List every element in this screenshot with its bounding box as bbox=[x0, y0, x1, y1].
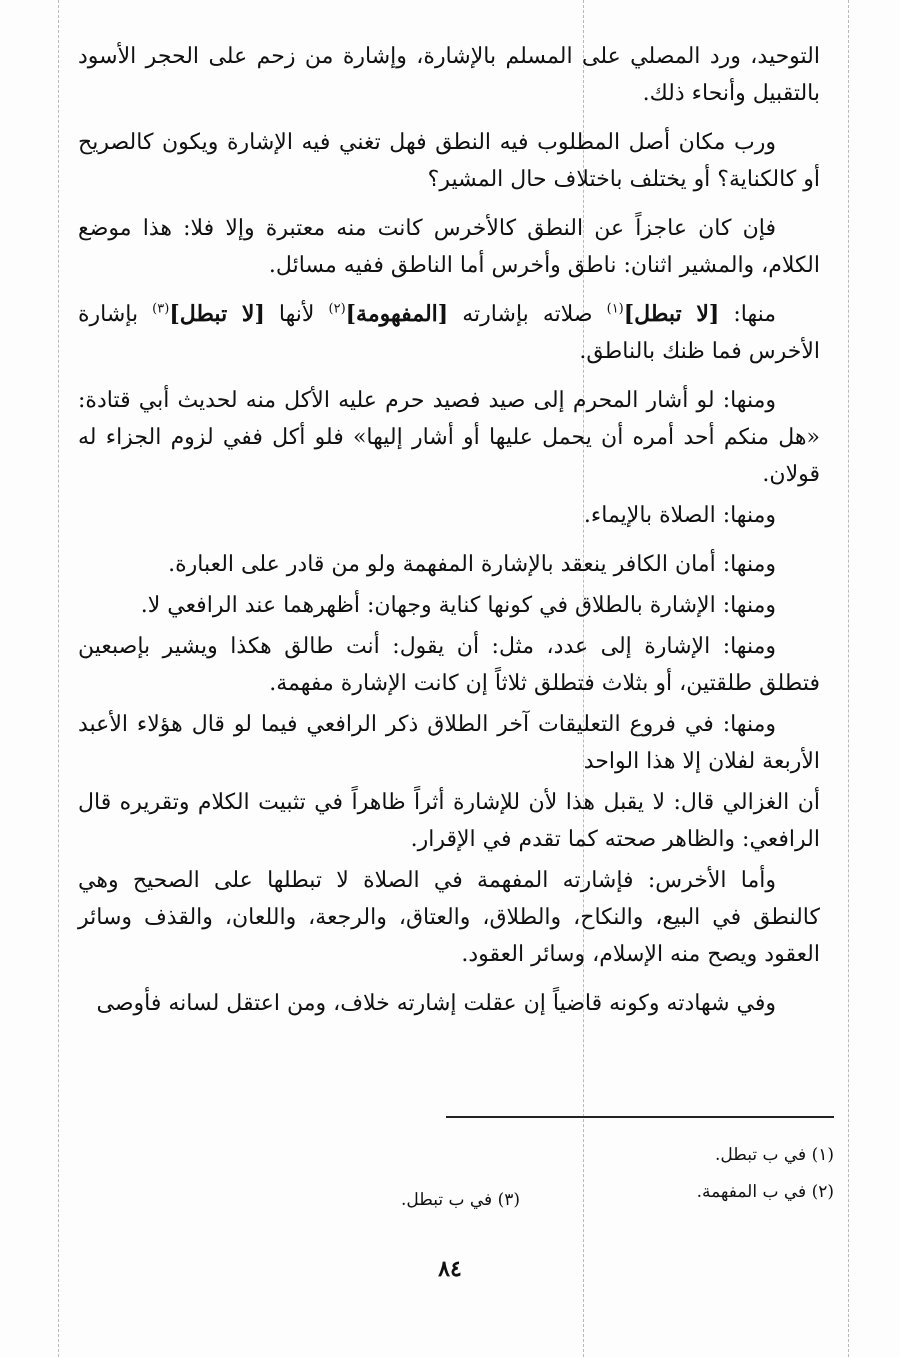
right-guide-line bbox=[848, 0, 849, 1357]
paragraph-1: التوحيد، ورد المصلي على المسلم بالإشارة، وإشارة من زحم على الحجر الأسود بالتقبيل وأنحاء ذلك. bbox=[78, 44, 820, 106]
footnote-1: (١) في ب تبطل. bbox=[714, 1145, 834, 1165]
text-fragment: لأنها bbox=[264, 302, 329, 327]
footnote-3: (٣) في ب تبطل. bbox=[400, 1190, 520, 1210]
left-guide-line bbox=[58, 0, 59, 1357]
bracket-phrase-3: [لا تبطل] bbox=[169, 301, 265, 327]
paragraph-6: ومنها: الصلاة بالإيماء. bbox=[583, 503, 776, 528]
footnote-2: (٢) في ب المفهمة. bbox=[696, 1182, 834, 1202]
text-fragment: منها: bbox=[719, 302, 777, 327]
text-fragment: بإشارة الأخرس فما ظنك بالناطق. bbox=[78, 302, 820, 364]
text-fragment: صلاته بإشارته bbox=[448, 302, 607, 327]
paragraph-2: ورب مكان أصل المطلوب فيه النطق فهل تغني فيه الإشارة ويكون كالصريح أو كالكناية؟ أو يختلف باختلاف حال المشير؟ bbox=[78, 130, 820, 192]
paragraph-3: فإن كان عاجزاً عن النطق كالأخرس كانت منه معتبرة وإلا فلا: هذا موضع الكلام، والمشير اثنان: ناطق وأخرس أما الناطق ففيه مسائل. bbox=[78, 216, 820, 278]
paragraph-5: ومنها: لو أشار المحرم إلى صيد فصيد حرم عليه الأكل منه لحديث أبي قتادة: «هل منكم أحد أمره أن يحمل عليها أو أشار إليها» فلو أكل ففي لزوم الجزاء له قولان. bbox=[78, 388, 820, 487]
page-body bbox=[78, 38, 820, 1034]
paragraph-12: وأما الأخرس: فإشارته المفهمة في الصلاة لا تبطلها على الصحيح وهي كالنطق في البيع، والنكاح، والطلاق، والعتاق، والرجعة، واللعان، والقذف وسائر العقود ويصح منه الإسلام، وسائر العقود. bbox=[78, 868, 820, 967]
paragraph-7: ومنها: أمان الكافر ينعقد بالإشارة المفهمة ولو من قادر على العبارة. bbox=[168, 552, 776, 577]
paragraph-9: ومنها: الإشارة إلى عدد، مثل: أن يقول: أنت طالق هكذا ويشير بإصبعين فتطلق طلقتين، أو بثلاث فتطلق ثلاثاً إن كانت الإشارة مفهمة. bbox=[78, 634, 820, 696]
paragraph-11: أن الغزالي قال: لا يقبل هذا لأن للإشارة أثراً ظاهراً في تثبيت الكلام وتقريره قال الرافعي: والظاهر صحته كما تقدم في الإقرار. bbox=[78, 790, 820, 852]
footnote-ref-2: (٢) bbox=[328, 301, 346, 317]
paragraph-13: وفي شهادته وكونه قاضياً إن عقلت إشارته خلاف، ومن اعتقل لسانه فأوصى bbox=[96, 991, 776, 1016]
bracket-phrase-2: [المفهومة] bbox=[345, 301, 449, 327]
footnote-ref-3: (٣) bbox=[152, 301, 170, 317]
paragraph-8: ومنها: الإشارة بالطلاق في كونها كناية وجهان: أظهرهما عند الرافعي لا. bbox=[140, 593, 776, 618]
page-number: ٨٤ bbox=[438, 1256, 462, 1282]
footnote-ref-1: (١) bbox=[606, 301, 624, 317]
paragraph-10: ومنها: في فروع التعليقات آخر الطلاق ذكر الرافعي فيما لو قال هؤلاء الأعبد الأربعة لفلان إلا هذا الواحد bbox=[78, 712, 820, 774]
footnote-separator bbox=[446, 1116, 834, 1118]
paragraph-4 bbox=[78, 296, 820, 370]
bracket-phrase-1: [لا تبطل] bbox=[623, 301, 720, 327]
